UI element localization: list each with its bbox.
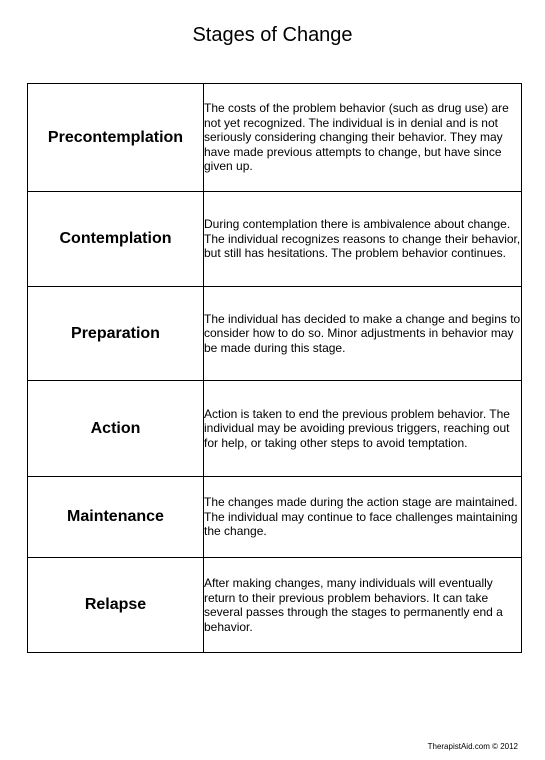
copyright-footer: TherapistAid.com © 2012 <box>427 742 518 751</box>
table-row <box>28 287 522 381</box>
table-row <box>28 558 522 653</box>
stage-name: Precontemplation <box>28 84 204 192</box>
stage-name: Contemplation <box>28 192 204 287</box>
table-row <box>28 381 522 477</box>
stage-description: The costs of the problem behavior (such as drug use) are not yet recognized. The individual is in denial and is not seriously considering changing their behavior. They may have made previous attempts to change, but have since given up. <box>204 84 522 192</box>
stage-name: Relapse <box>28 558 204 653</box>
table-row <box>28 192 522 287</box>
stage-name: Action <box>28 381 204 477</box>
stage-description: After making changes, many individuals will eventually return to their previous problem behaviors. It can take several passes through the stages to permanently end a behavior. <box>204 558 522 653</box>
stage-name: Preparation <box>28 287 204 381</box>
table-row <box>28 84 522 192</box>
table-row <box>28 477 522 558</box>
stages-table <box>27 83 522 653</box>
stage-description: During contemplation there is ambivalence about change. The individual recognizes reasons to change their behavior, but still has hesitations. The problem behavior continues. <box>204 192 522 287</box>
stage-description: The changes made during the action stage are maintained. The individual may continue to face challenges maintaining the change. <box>204 477 522 558</box>
stage-description: Action is taken to end the previous problem behavior. The individual may be avoiding previous triggers, reaching out for help, or taking other steps to avoid temptation. <box>204 381 522 477</box>
page-title: Stages of Change <box>192 24 353 47</box>
stage-description: The individual has decided to make a change and begins to consider how to do so. Minor adjustments in behavior may be made during this stage. <box>204 287 522 381</box>
stage-name: Maintenance <box>28 477 204 558</box>
